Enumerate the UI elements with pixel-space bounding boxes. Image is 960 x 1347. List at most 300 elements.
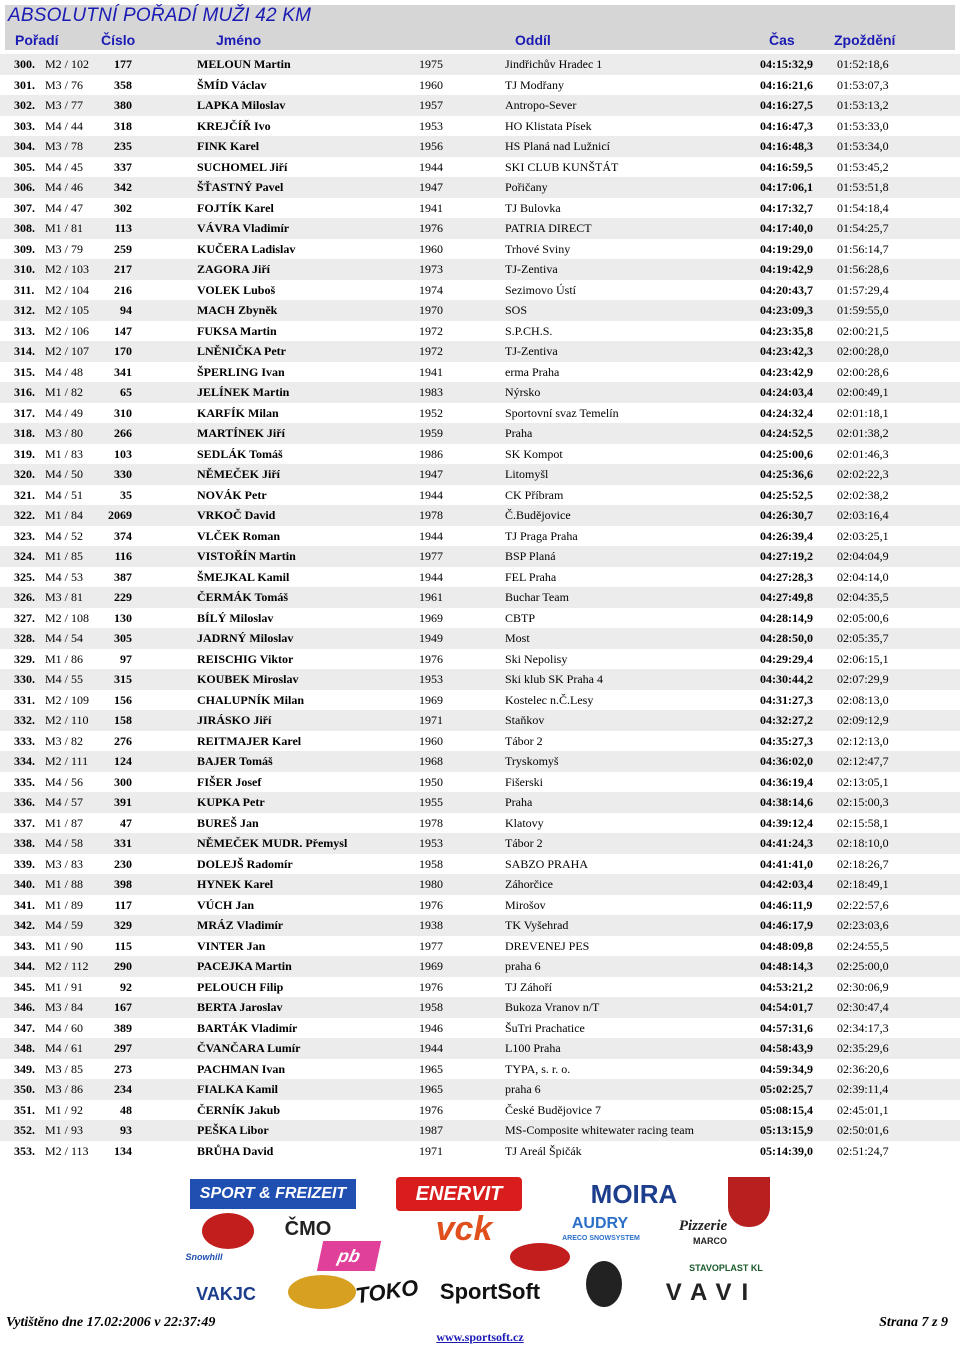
bib-number-cell: 115	[114, 938, 132, 953]
bib-number-cell: 134	[114, 1143, 132, 1158]
gap-cell: 02:18:10,0	[837, 836, 889, 850]
table-row	[0, 546, 960, 567]
bib-number-cell: 259	[114, 241, 132, 256]
bib-number-cell: 216	[114, 282, 132, 297]
name-cell: DOLEJŠ Radomír	[197, 856, 293, 871]
category-cell: M4 / 46	[45, 180, 84, 194]
time-cell: 04:38:14,6	[760, 795, 813, 809]
gap-cell: 02:39:11,4	[837, 1082, 889, 1096]
name-cell: KOUBEK Miroslav	[197, 672, 299, 686]
category-cell: M3 / 83	[45, 856, 84, 871]
name-cell: SUCHOMEL Jiří	[197, 159, 288, 174]
bib-number-cell: 167	[114, 1000, 132, 1014]
rank-cell: 340.	[14, 877, 35, 891]
table-row	[0, 854, 960, 875]
club-cell: MS-Composite whitewater racing team	[505, 1123, 694, 1137]
time-cell: 04:39:12,4	[760, 815, 813, 830]
category-cell: M2 / 109	[45, 692, 90, 707]
sponsor-enervit-logo: ENERVIT	[396, 1177, 522, 1211]
table-row	[0, 259, 960, 280]
table-row	[0, 956, 960, 977]
bib-number-cell: 65	[120, 385, 132, 399]
table-row	[0, 1100, 960, 1121]
bib-number-cell: 374	[114, 528, 132, 543]
club-cell: praha 6	[505, 959, 541, 973]
name-cell: BAJER Tomáš	[197, 754, 273, 768]
birth-year-cell: 1953	[419, 836, 443, 850]
birth-year-cell: 1976	[419, 897, 443, 912]
bib-number-cell: 117	[114, 897, 132, 912]
time-cell: 04:17:40,0	[760, 221, 813, 235]
col-header-number: Číslo	[101, 32, 136, 48]
rank-cell: 302.	[14, 98, 35, 112]
bib-number-cell: 35	[120, 487, 132, 502]
time-cell: 04:59:34,9	[760, 1061, 813, 1076]
name-cell: MARTÍNEK Jiří	[197, 426, 285, 440]
col-header-rank: Pořadí	[15, 32, 59, 48]
rank-cell: 322.	[14, 508, 35, 522]
birth-year-cell: 1978	[419, 815, 443, 830]
name-cell: VINTER Jan	[197, 938, 266, 953]
table-row	[0, 116, 960, 137]
gap-cell: 02:04:04,9	[837, 549, 889, 563]
bib-number-cell: 93	[120, 1123, 132, 1137]
club-cell: DREVENEJ PES	[505, 938, 590, 953]
rank-cell: 333.	[14, 733, 35, 748]
rank-cell: 326.	[14, 590, 35, 604]
club-cell: TJ Záhoří	[505, 979, 552, 994]
birth-year-cell: 1947	[419, 467, 443, 481]
sponsor-sport-freizeit-logo: SPORT & FREIZEIT	[190, 1179, 356, 1209]
rank-cell: 317.	[14, 405, 35, 420]
time-cell: 04:24:03,4	[760, 385, 813, 399]
footer-printed: Vytištěno dne 17.02:2006 v 22:37:49	[6, 1315, 216, 1330]
time-cell: 04:53:21,2	[760, 979, 813, 994]
gap-cell: 02:01:38,2	[837, 426, 889, 440]
table-row	[0, 239, 960, 260]
gap-cell: 02:03:25,1	[837, 528, 889, 543]
rank-cell: 307.	[14, 200, 35, 215]
gap-cell: 02:00:28,6	[837, 364, 889, 379]
club-cell: Staňkov	[505, 713, 545, 727]
gap-cell: 01:53:34,0	[837, 139, 889, 153]
club-cell: Bukoza Vranov n/T	[505, 1000, 600, 1014]
club-cell: SABZO PRAHA	[505, 856, 589, 871]
gap-cell: 02:00:49,1	[837, 385, 889, 399]
birth-year-cell: 1969	[419, 692, 443, 707]
rank-cell: 310.	[14, 262, 35, 276]
sponsor-stavoplast-logo: STAVOPLAST KL	[689, 1263, 763, 1273]
table-row	[0, 485, 960, 506]
category-cell: M1 / 91	[45, 979, 84, 994]
sponsor-pizzerie-logo: Pizzerie	[678, 1217, 728, 1234]
club-cell: Praha	[505, 426, 533, 440]
name-cell: MELOUN Martin	[197, 57, 291, 71]
category-cell: M1 / 84	[45, 508, 84, 522]
category-cell: M4 / 58	[45, 836, 84, 850]
time-cell: 04:16:59,5	[760, 159, 813, 174]
gap-cell: 02:12:13,0	[837, 733, 889, 748]
category-cell: M4 / 57	[45, 795, 84, 809]
table-row	[0, 977, 960, 998]
bib-number-cell: 97	[120, 651, 132, 666]
time-cell: 04:30:44,2	[760, 672, 813, 686]
name-cell: VLČEK Roman	[197, 528, 281, 543]
rank-cell: 305.	[14, 159, 35, 174]
bib-number-cell: 116	[114, 549, 132, 563]
bib-number-cell: 94	[120, 303, 132, 317]
table-row	[0, 936, 960, 957]
sponsor-dark-round-logo	[586, 1261, 622, 1307]
gap-cell: 01:56:28,6	[837, 262, 889, 276]
rank-cell: 332.	[14, 713, 35, 727]
birth-year-cell: 1941	[419, 200, 443, 215]
name-cell: SEDLÁK Tomáš	[197, 446, 283, 461]
sponsor-audry-sub-logo: ARECO SNOWSYSTEM	[562, 1234, 640, 1242]
name-cell: ŠPERLING Ivan	[197, 364, 285, 379]
bib-number-cell: 177	[114, 57, 132, 71]
club-cell: TJ Bulovka	[505, 200, 561, 215]
club-cell: Praha	[505, 795, 533, 809]
table-row	[0, 772, 960, 793]
birth-year-cell: 1952	[419, 405, 443, 420]
time-cell: 04:32:27,2	[760, 713, 813, 727]
sponsor-vakjc-logo: VAKJC	[196, 1283, 256, 1304]
gap-cell: 02:34:17,3	[837, 1020, 889, 1035]
time-cell: 05:13:15,9	[760, 1123, 813, 1137]
time-cell: 04:41:41,0	[760, 856, 813, 871]
table-row	[0, 1120, 960, 1141]
rank-cell: 330.	[14, 672, 35, 686]
gap-cell: 02:18:26,7	[837, 856, 889, 871]
time-cell: 04:41:24,3	[760, 836, 813, 850]
birth-year-cell: 1965	[419, 1082, 443, 1096]
time-cell: 04:24:52,5	[760, 426, 813, 440]
category-cell: M4 / 55	[45, 672, 84, 686]
rank-cell: 344.	[14, 959, 35, 973]
birth-year-cell: 1986	[419, 446, 443, 461]
bib-number-cell: 158	[114, 713, 132, 727]
club-cell: TJ Areál Špičák	[505, 1143, 582, 1158]
rank-cell: 331.	[14, 692, 35, 707]
category-cell: M4 / 48	[45, 364, 84, 379]
rank-cell: 335.	[14, 774, 35, 789]
time-cell: 04:48:14,3	[760, 959, 813, 973]
rank-cell: 306.	[14, 180, 35, 194]
sponsor-vavi-logo: VAVI	[665, 1279, 759, 1306]
name-cell: FOJTÍK Karel	[197, 200, 274, 215]
table-row	[0, 628, 960, 649]
time-cell: 05:08:15,4	[760, 1102, 813, 1117]
birth-year-cell: 1958	[419, 1000, 443, 1014]
category-cell: M2 / 110	[45, 713, 89, 727]
gap-cell: 01:57:29,4	[837, 282, 889, 297]
rank-cell: 308.	[14, 221, 35, 235]
category-cell: M1 / 89	[45, 897, 84, 912]
club-cell: Fišerski	[505, 774, 544, 789]
name-cell: VÚCH Jan	[197, 897, 255, 912]
club-cell: České Budějovice 7	[505, 1102, 601, 1117]
gap-cell: 02:12:47,7	[837, 754, 889, 768]
time-cell: 04:46:17,9	[760, 918, 813, 932]
category-cell: M1 / 85	[45, 549, 84, 563]
gap-cell: 02:51:24,7	[837, 1143, 889, 1158]
category-cell: M4 / 56	[45, 774, 84, 789]
time-cell: 04:16:21,6	[760, 77, 813, 92]
time-cell: 04:31:27,3	[760, 692, 813, 707]
page-title: ABSOLUTNÍ POŘADÍ MUŽI 42 KM	[8, 5, 312, 26]
table-row	[0, 690, 960, 711]
birth-year-cell: 1968	[419, 754, 443, 768]
club-cell: TJ Praga Praha	[505, 528, 578, 543]
gap-cell: 01:53:07,3	[837, 77, 889, 92]
category-cell: M3 / 77	[45, 98, 84, 112]
gap-cell: 01:54:25,7	[837, 221, 889, 235]
name-cell: REITMAJER Karel	[197, 733, 302, 748]
birth-year-cell: 1965	[419, 1061, 443, 1076]
rank-cell: 345.	[14, 979, 35, 994]
table-row	[0, 362, 960, 383]
bib-number-cell: 310	[114, 405, 132, 420]
category-cell: M3 / 80	[45, 426, 84, 440]
bib-number-cell: 2069	[108, 508, 132, 522]
bib-number-cell: 230	[114, 856, 132, 871]
category-cell: M3 / 85	[45, 1061, 84, 1076]
name-cell: KUČERA Ladislav	[197, 241, 296, 256]
results-table	[0, 54, 960, 1161]
time-cell: 04:16:47,3	[760, 118, 813, 133]
table-row	[0, 710, 960, 731]
rank-cell: 319.	[14, 446, 35, 461]
birth-year-cell: 1953	[419, 672, 443, 686]
table-row	[0, 382, 960, 403]
category-cell: M3 / 76	[45, 77, 84, 92]
name-cell: ČVANČARA Lumír	[197, 1041, 301, 1055]
name-cell: CHALUPNÍK Milan	[197, 692, 305, 707]
table-row	[0, 649, 960, 670]
rank-cell: 311.	[14, 282, 35, 297]
name-cell: LAPKA Miloslav	[197, 98, 286, 112]
bib-number-cell: 235	[114, 139, 132, 153]
name-cell: ČERMÁK Tomáš	[197, 590, 289, 604]
rank-cell: 327.	[14, 610, 35, 625]
time-cell: 04:20:43,7	[760, 282, 813, 297]
club-cell: TK Vyšehrad	[505, 918, 569, 932]
birth-year-cell: 1987	[419, 1123, 443, 1137]
rank-cell: 313.	[14, 323, 35, 338]
club-cell: CBTP	[505, 610, 536, 625]
club-cell: Č.Budějovice	[505, 508, 571, 522]
name-cell: FUKSA Martin	[197, 323, 277, 338]
table-row	[0, 218, 960, 239]
rank-cell: 351.	[14, 1102, 35, 1117]
club-cell: FEL Praha	[505, 569, 557, 584]
birth-year-cell: 1969	[419, 610, 443, 625]
club-cell: Kostelec n.Č.Lesy	[505, 692, 594, 707]
rank-cell: 314.	[14, 344, 35, 358]
category-cell: M1 / 88	[45, 877, 84, 891]
birth-year-cell: 1959	[419, 426, 443, 440]
bib-number-cell: 113	[114, 221, 132, 235]
table-row	[0, 915, 960, 936]
club-cell: SKI CLUB KUNŠTÁT	[505, 159, 619, 174]
category-cell: M2 / 104	[45, 282, 90, 297]
category-cell: M4 / 60	[45, 1020, 84, 1035]
name-cell: BÍLÝ Miloslav	[197, 610, 274, 625]
time-cell: 04:28:14,9	[760, 610, 813, 625]
time-cell: 04:25:36,6	[760, 467, 813, 481]
bib-number-cell: 130	[114, 610, 132, 625]
name-cell: NĚMEČEK Jiří	[197, 467, 280, 481]
birth-year-cell: 1960	[419, 241, 443, 256]
birth-year-cell: 1953	[419, 118, 443, 133]
results-header	[5, 5, 955, 50]
sponsor-red-badge-logo	[202, 1213, 254, 1249]
club-cell: TJ-Zentiva	[505, 344, 558, 358]
rank-cell: 303.	[14, 118, 35, 133]
birth-year-cell: 1969	[419, 959, 443, 973]
name-cell: FINK Karel	[197, 139, 260, 153]
gap-cell: 01:53:13,2	[837, 98, 889, 112]
rank-cell: 349.	[14, 1061, 35, 1076]
table-row	[0, 833, 960, 854]
birth-year-cell: 1955	[419, 795, 443, 809]
rank-cell: 352.	[14, 1123, 35, 1137]
birth-year-cell: 1980	[419, 877, 443, 891]
time-cell: 04:58:43,9	[760, 1041, 813, 1055]
birth-year-cell: 1970	[419, 303, 443, 317]
sponsor-moira-logo: MOIRA	[590, 1179, 678, 1209]
club-cell: HS Planá nad Lužnicí	[505, 139, 610, 153]
name-cell: BUREŠ Jan	[197, 815, 259, 830]
name-cell: ŠŤASTNÝ Pavel	[197, 180, 284, 194]
table-row	[0, 423, 960, 444]
category-cell: M4 / 51	[45, 487, 84, 502]
birth-year-cell: 1957	[419, 98, 443, 112]
birth-year-cell: 1956	[419, 139, 443, 153]
category-cell: M3 / 78	[45, 139, 84, 153]
category-cell: M4 / 47	[45, 200, 84, 215]
rank-cell: 318.	[14, 426, 35, 440]
bib-number-cell: 302	[114, 200, 132, 215]
table-row	[0, 177, 960, 198]
bib-number-cell: 318	[114, 118, 132, 133]
rank-cell: 328.	[14, 631, 35, 645]
bib-number-cell: 103	[114, 446, 132, 461]
table-row	[0, 526, 960, 547]
table-row	[0, 75, 960, 96]
category-cell: M3 / 79	[45, 241, 84, 256]
birth-year-cell: 1950	[419, 774, 443, 789]
rank-cell: 315.	[14, 364, 35, 379]
gap-cell: 02:07:29,9	[837, 672, 889, 686]
bib-number-cell: 305	[114, 631, 132, 645]
table-row	[0, 95, 960, 116]
name-cell: BRŮHA David	[197, 1143, 274, 1158]
time-cell: 04:27:19,2	[760, 549, 813, 563]
name-cell: FIALKA Kamil	[197, 1082, 279, 1096]
bib-number-cell: 342	[114, 180, 132, 194]
footer-url-link[interactable]: www.sportsoft.cz	[436, 1330, 524, 1344]
club-cell: Trhové Sviny	[505, 241, 571, 256]
gap-cell: 02:22:57,6	[837, 897, 889, 912]
gap-cell: 02:02:22,3	[837, 467, 889, 481]
category-cell: M2 / 102	[45, 57, 90, 71]
gap-cell: 02:04:35,5	[837, 590, 889, 604]
name-cell: LNĚNIČKA Petr	[197, 344, 286, 358]
gap-cell: 02:03:16,4	[837, 508, 889, 522]
rank-cell: 321.	[14, 487, 35, 502]
rank-cell: 348.	[14, 1041, 35, 1055]
bib-number-cell: 337	[114, 159, 132, 174]
category-cell: M2 / 103	[45, 262, 90, 276]
sponsor-audry-logo: AUDRY	[571, 1215, 629, 1232]
category-cell: M4 / 53	[45, 569, 84, 584]
gap-cell: 01:52:18,6	[837, 57, 889, 71]
table-row	[0, 136, 960, 157]
bib-number-cell: 300	[114, 774, 132, 789]
gap-cell: 02:13:05,1	[837, 774, 889, 789]
time-cell: 04:27:49,8	[760, 590, 813, 604]
birth-year-cell: 1944	[419, 487, 443, 502]
birth-year-cell: 1944	[419, 569, 443, 584]
name-cell: JELÍNEK Martin	[197, 385, 290, 399]
time-cell: 04:17:06,1	[760, 180, 813, 194]
birth-year-cell: 1960	[419, 733, 443, 748]
category-cell: M1 / 92	[45, 1102, 84, 1117]
table-row	[0, 157, 960, 178]
club-cell: L100 Praha	[505, 1041, 561, 1055]
birth-year-cell: 1944	[419, 528, 443, 543]
birth-year-cell: 1958	[419, 856, 443, 871]
time-cell: 04:23:35,8	[760, 323, 813, 338]
rank-cell: 350.	[14, 1082, 35, 1096]
name-cell: ŠMÍD Václav	[197, 77, 267, 92]
time-cell: 04:42:03,4	[760, 877, 813, 891]
table-row	[0, 813, 960, 834]
name-cell: KREJČÍŘ Ivo	[197, 118, 271, 133]
time-cell: 04:36:19,4	[760, 774, 813, 789]
club-cell: Mirošov	[505, 897, 546, 912]
club-cell: ŠuTri Prachatice	[505, 1020, 585, 1035]
table-row	[0, 321, 960, 342]
gap-cell: 02:00:21,5	[837, 323, 889, 338]
gap-cell: 02:24:55,5	[837, 938, 889, 953]
table-row	[0, 567, 960, 588]
bib-number-cell: 290	[114, 959, 132, 973]
time-cell: 04:27:28,3	[760, 569, 813, 584]
bib-number-cell: 124	[114, 754, 132, 768]
bib-number-cell: 297	[114, 1041, 132, 1055]
category-cell: M4 / 59	[45, 918, 84, 932]
club-cell: BSP Planá	[505, 549, 556, 563]
name-cell: NOVÁK Petr	[197, 487, 267, 502]
category-cell: M3 / 86	[45, 1082, 84, 1096]
gap-cell: 02:00:28,0	[837, 344, 889, 358]
time-cell: 04:28:50,0	[760, 631, 813, 645]
rank-cell: 347.	[14, 1020, 35, 1035]
gap-cell: 02:15:00,3	[837, 795, 889, 809]
club-cell: Klatovy	[505, 815, 544, 830]
time-cell: 04:16:48,3	[760, 139, 813, 153]
category-cell: M2 / 111	[45, 754, 89, 768]
name-cell: NĚMEČEK MUDR. Přemysl	[197, 836, 348, 850]
gap-cell: 02:36:20,6	[837, 1061, 889, 1076]
category-cell: M1 / 86	[45, 651, 84, 666]
time-cell: 04:48:09,8	[760, 938, 813, 953]
rank-cell: 312.	[14, 303, 35, 317]
rank-cell: 320.	[14, 467, 35, 481]
